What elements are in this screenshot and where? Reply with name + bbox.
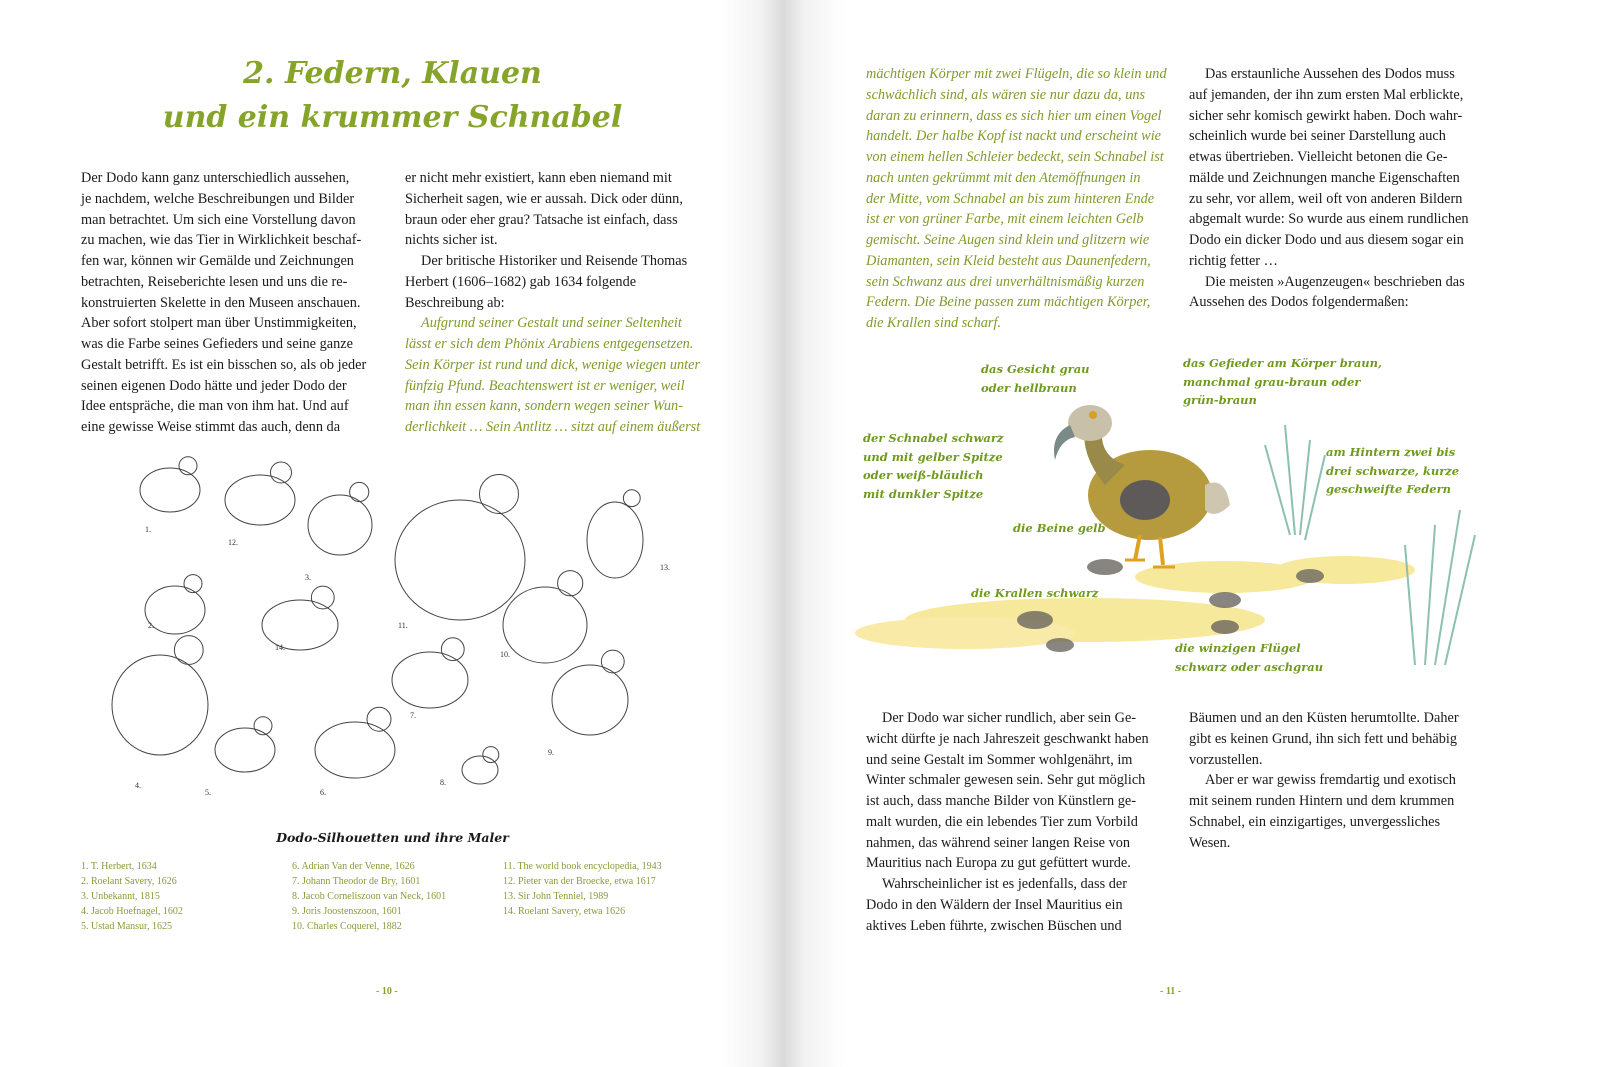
text-column-2-bottom (1189, 708, 1459, 853)
painter-list-1 (81, 859, 183, 934)
painter-entry: 6. Adrian Van der Venne, 1626 (292, 861, 415, 872)
sand-patch (1275, 556, 1415, 584)
text-column-2 (405, 168, 700, 438)
painter-entry: 9. Joris Joostenszoon, 1601 (292, 906, 402, 917)
text-line: seinen eigenen Dodo hätte und jeder Dodo der (81, 377, 347, 394)
dodo-silhouette-head (184, 575, 202, 593)
label-line: drei schwarze, kurze (1326, 463, 1460, 478)
dodo-silhouette-head (601, 650, 624, 673)
text-line: fen war, können wir Gemälde und Zeichnungen (81, 253, 354, 269)
label-line: manchmal grau-braun oder (1183, 374, 1361, 389)
text-line: Die meisten »Augenzeugen« beschrieben das (1205, 273, 1465, 290)
text-column-1-bottom (866, 708, 1149, 936)
label-line: mit dunkler Spitze (863, 486, 984, 501)
label-line: die winzigen Flügel (1175, 641, 1301, 655)
text-line: derlichkeit … Sein Antlitz … sitzt auf einem äußerst (405, 419, 701, 435)
text-line: ist er von grüner Farbe, mit einem leichten Gelb (866, 211, 1144, 228)
text-column-1 (81, 168, 366, 438)
label-plumage (1183, 354, 1382, 410)
label-line: das Gesicht grau (981, 362, 1090, 376)
silhouette-number: 10. (500, 650, 510, 659)
text-line: zu sehr, vor allem, weil oft von anderen Bildern (1189, 190, 1463, 207)
label-line: geschweifte Federn (1326, 482, 1451, 496)
page-number: - 11 - (1160, 986, 1182, 997)
text-line: Das erstaunliche Aussehen des Dodos muss (1205, 66, 1455, 82)
text-line: sein Schwanz aus drei unverhältnismäßig kurzen (866, 273, 1145, 290)
text-line: etwas übertrieben. Vielleicht betonen die Ge- (1189, 149, 1448, 165)
text-line: nahmen, das während seiner langen Reise von (866, 834, 1131, 851)
painter-entry: 2. Roelant Savery, 1626 (81, 876, 177, 887)
dodo-silhouette (308, 495, 372, 555)
painter-entry: 8. Jacob Corneliszoon van Neck, 1601 (292, 891, 447, 902)
text-line: Gestalt betrifft. Es ist ein bisschen so, als ob jeder (81, 356, 367, 373)
text-line: Wahrscheinlicher ist es jedenfalls, dass der (882, 876, 1127, 892)
text-line: Der britische Historiker und Reisende Thomas (421, 253, 688, 269)
silhouette-number: 8. (440, 778, 446, 787)
label-line: die Krallen schwarz (971, 586, 1099, 600)
dodo-silhouette (462, 756, 498, 784)
text-line: Dodo ein dicker Dodo und aus diesem sogar ein (1189, 232, 1464, 248)
text-line: braun oder eher grau? Tatsache ist einfach, dass (405, 211, 678, 228)
label-line: und mit gelber Spitze (863, 449, 1003, 464)
text-line: fünfzig Pfund. Beachtenswert ist er weniger, weil (405, 377, 685, 394)
dodo-silhouette (112, 655, 208, 755)
painter-entry: 1. T. Herbert, 1634 (81, 861, 157, 872)
text-line: konstruierten Skelette in den Museen anschauen. (81, 294, 361, 311)
text-line: Bäumen und an den Küsten herumtollte. Daher (1189, 710, 1459, 726)
dodo-silhouette (145, 586, 205, 634)
text-line: mälde und Zeichnungen manche Eigenschaften (1189, 169, 1460, 186)
dodo-silhouette-head (174, 636, 203, 665)
label-beak (863, 429, 1003, 503)
text-line: gemischt. Seine Augen sind klein und glitzern wie (866, 232, 1150, 248)
text-line: scheinlich wurde bei seiner Darstellung auch (1189, 128, 1446, 145)
silhouette-number: 13. (660, 563, 670, 572)
dodo-silhouette-head (483, 747, 499, 763)
label-face (981, 360, 1090, 397)
silhouette-number: 12. (228, 538, 238, 547)
text-line: was die Farbe seines Gefieders und seine ganze (81, 336, 353, 352)
text-line: Federn. Die Beine passen zum mächtigen Körper, (866, 294, 1151, 311)
text-line: handelt. Der halbe Kopf ist nackt und erscheint wie (866, 128, 1162, 145)
silhouette-number: 6. (320, 788, 326, 797)
silhouette-number: 5. (205, 788, 211, 797)
label-line: am Hintern zwei bis (1326, 445, 1456, 459)
painter-entry: 4. Jacob Hoefnagel, 1602 (81, 906, 183, 917)
text-line: von einem hellen Schleier bedeckt, sein Schnabel ist (866, 149, 1164, 165)
text-line: je nachdem, welche Beschreibungen und Bilder (81, 190, 355, 207)
dodo-silhouette (503, 587, 587, 663)
text-line: Sein Körper ist rund und dick, wenige wiegen unter (405, 356, 701, 373)
text-line: zu machen, wie das Tier in Wirklichkeit beschaf- (81, 232, 362, 249)
label-line: schwarz oder aschgrau (1175, 659, 1324, 674)
painter-entry: 13. Sir John Tenniel, 1989 (503, 891, 609, 902)
text-line: er nicht mehr existiert, kann eben niemand mit (405, 170, 672, 186)
label-line: die Beine gelb (1013, 521, 1106, 535)
silhouette-number: 4. (135, 781, 141, 790)
label-line: das Gefieder am Körper braun, (1183, 356, 1382, 370)
text-line: Der Dodo kann ganz unterschiedlich aussehen, (81, 170, 350, 186)
label-line: grün-braun (1183, 393, 1257, 407)
text-line: Sicherheit sagen, wie er aussah. Dick oder dünn, (405, 190, 683, 207)
text-line: Herbert (1606–1682) gab 1634 folgende (405, 273, 637, 290)
silhouette-number: 11. (398, 621, 408, 630)
text-line: wicht dürfte je nach Jahreszeit geschwankt haben (866, 730, 1149, 747)
text-line: Aber sofort stolpert man über Unstimmigkeiten, (81, 315, 357, 332)
painter-list-2 (292, 859, 446, 934)
text-line: schwächlich sind, als wären sie nur dazu da, uns (866, 86, 1146, 103)
dodo-silhouette (395, 500, 525, 620)
text-line: nach unten gekrümmt mit den Atemöffnungen in (866, 169, 1141, 186)
text-line: lässt er sich dem Phönix Arabiens entgegensetzen. (405, 336, 694, 352)
silhouettes-caption: Dodo-Silhouetten und ihre Maler (276, 830, 509, 845)
text-line: Idee entspräche, die man von ihm hat. Und auf (81, 398, 349, 415)
label-line: der Schnabel schwarz (863, 431, 1004, 445)
dodo-silhouette-head (480, 475, 519, 514)
painter-entry: 10. Charles Coquerel, 1882 (292, 921, 402, 932)
text-line: die Krallen sind scharf. (866, 315, 1002, 331)
silhouette-number: 14. (275, 643, 285, 652)
text-line: Aufgrund seiner Gestalt und seiner Seltenheit (421, 315, 682, 332)
text-line: Der Dodo war sicher rundlich, aber sein Ge- (882, 710, 1137, 726)
right-page (785, 0, 1600, 1067)
dodo-silhouettes-illustration (0, 450, 785, 810)
chapter-title (0, 52, 785, 140)
dodo-silhouette (587, 502, 643, 578)
text-line: auf jemanden, der ihn zum ersten Mal erblickte, (1189, 86, 1464, 103)
dodo-silhouette-head (558, 571, 583, 596)
text-line: vorzustellen. (1189, 751, 1263, 768)
painter-entry: 7. Johann Theodor de Bry, 1601 (292, 876, 421, 887)
text-line: aktives Leben führte, zwischen Büschen und (866, 917, 1122, 934)
page-number: - 10 - (376, 986, 398, 997)
text-line: man ihn essen kann, sondern wegen seiner Wun- (405, 398, 683, 415)
quote-column (866, 64, 1167, 334)
silhouette-number: 9. (548, 748, 554, 757)
label-tail (1326, 443, 1459, 499)
text-line: gibt es keinen Grund, ihn sich fett und behäbig (1189, 730, 1458, 747)
text-line: Diamanten, sein Kleid besteht aus Daunenfedern, (866, 252, 1151, 269)
text-line: ist auch, dass manche Bilder von Künstlern ge- (866, 793, 1136, 809)
silhouette-number: 3. (305, 573, 311, 582)
painter-entry: 5. Ustad Mansur, 1625 (81, 921, 172, 932)
text-line: Aussehen des Dodos folgendermaßen: (1189, 294, 1409, 311)
title-line: 2. Federn, Klauen (243, 56, 542, 91)
text-line: Mauritius nach Europa zu gut gefüttert wurde. (866, 855, 1131, 872)
text-line: man betrachtet. Um sich eine Vorstellung davon (81, 211, 356, 228)
label-claws (971, 584, 1098, 603)
label-wings (1175, 639, 1323, 676)
dodo-silhouette-head (350, 482, 369, 501)
dodo-silhouette (262, 600, 338, 650)
silhouette-number: 2. (148, 621, 154, 630)
text-line: Aber er war gewiss fremdartig und exotisch (1205, 772, 1456, 789)
text-line: und seine Gestalt im Sommer wohlgenährt, im (866, 751, 1133, 768)
dodo-bird (1054, 405, 1230, 567)
text-line: Wesen. (1189, 834, 1231, 851)
text-line: der Mitte, vom Schnabel an bis zum hinteren Ende (866, 190, 1155, 207)
label-line: oder weiß-bläulich (863, 468, 984, 482)
dodo-silhouette-head (623, 490, 640, 507)
text-line: nichts sicher ist. (405, 232, 498, 249)
label-legs (1013, 519, 1106, 538)
silhouette-number: 1. (145, 525, 151, 534)
painter-entry: 11. The world book encyclopedia, 1943 (503, 861, 662, 872)
text-line: malt wurden, die ein lebendes Tier zum Vorbild (866, 813, 1138, 830)
text-line: mit seinem runden Hintern und dem krummen (1189, 793, 1455, 809)
text-line: Winter schmaler gewesen sein. Sehr gut möglich (866, 772, 1146, 789)
text-line: daran zu erinnern, dass es sich hier um einen Vogel (866, 107, 1162, 124)
text-line: Schnabel, ein einzigartiges, unvergessliches (1189, 813, 1441, 830)
text-column-2-top (1189, 64, 1469, 313)
text-line: betrachten, Reiseberichte lesen und uns die re- (81, 273, 348, 290)
left-page (0, 0, 785, 1067)
painter-entry: 3. Unbekannt, 1815 (81, 891, 160, 902)
text-line: mächtigen Körper mit zwei Flügeln, die so klein und (866, 66, 1167, 82)
text-line: eine gewisse Weise stimmt das auch, denn da (81, 419, 341, 435)
text-line: Dodo in den Wäldern der Insel Mauritius ein (866, 896, 1123, 913)
text-line: abgemalt wurde: So wurde aus einem rundlichen (1189, 211, 1469, 228)
painter-list-3 (503, 859, 662, 919)
silhouette-number: 7. (410, 711, 416, 720)
dodo-silhouette (552, 665, 628, 735)
text-line: Beschreibung ab: (405, 294, 505, 311)
painter-entry: 12. Pieter van der Broecke, etwa 1617 (503, 876, 656, 887)
painter-entry: 14. Roelant Savery, etwa 1626 (503, 906, 626, 917)
title-line: und ein krummer Schnabel (162, 100, 623, 135)
text-line: sicher sehr komisch gewirkt haben. Doch wahr- (1189, 107, 1463, 124)
label-line: oder hellbraun (981, 380, 1077, 395)
text-line: richtig fetter … (1189, 252, 1278, 269)
